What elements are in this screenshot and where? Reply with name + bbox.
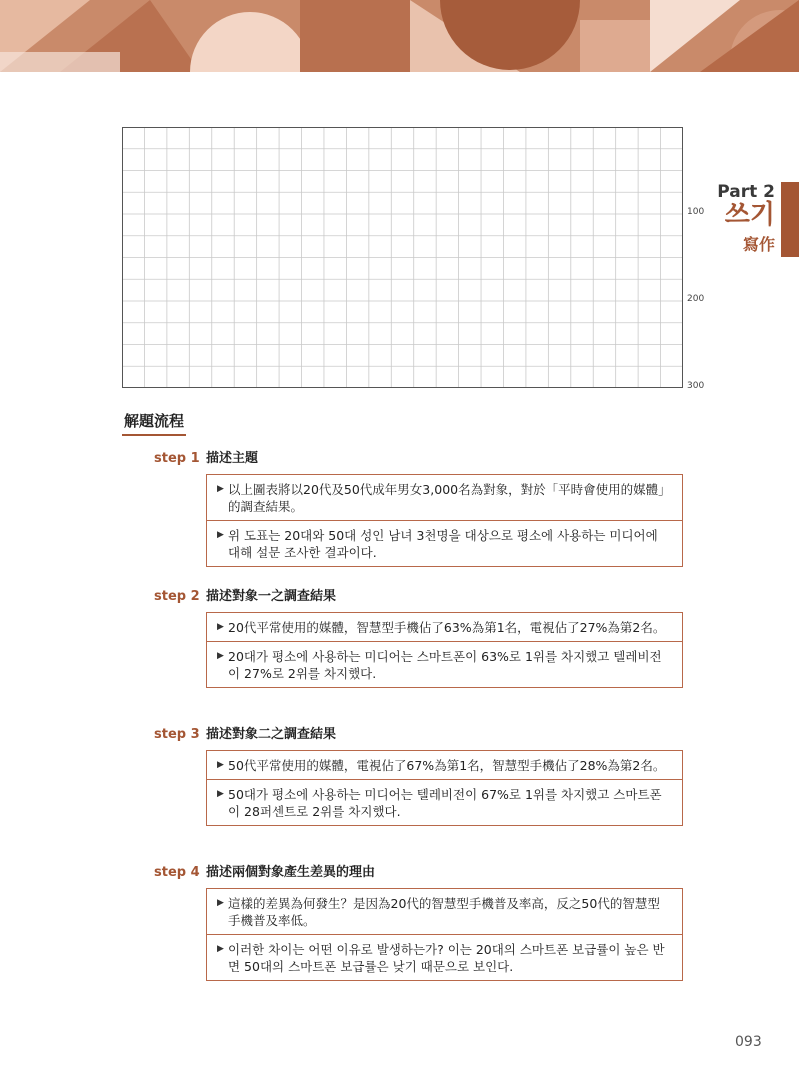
manuscript-grid — [122, 127, 683, 388]
step-1 — [154, 448, 694, 567]
step-item-text: 위 도표는 20대와 50대 성인 남녀 3천명을 대상으로 평소에 사용하는 미디어에 대해 설문 조사한 결과이다. — [228, 528, 658, 560]
writing-grid — [122, 127, 683, 388]
step-header — [154, 586, 694, 608]
step-item-korean — [207, 934, 682, 980]
part-korean-title: 쓰기 — [724, 200, 775, 230]
step-header — [154, 724, 694, 746]
step-2 — [154, 586, 694, 688]
step-content-box — [206, 612, 683, 688]
triangle-bullet-icon: ▶ — [217, 484, 224, 494]
step-content-box — [206, 888, 683, 981]
step-item-chinese — [207, 475, 682, 520]
grid-count-300: 300 — [687, 381, 705, 391]
grid-count-100: 100 — [687, 207, 705, 217]
page-number: 093 — [735, 1034, 762, 1050]
step-title: 描述兩個對象產生差異的理由 — [206, 865, 376, 880]
step-4 — [154, 862, 694, 981]
step-3 — [154, 724, 694, 826]
step-content-box — [206, 750, 683, 826]
step-label: step 2 — [154, 589, 200, 604]
step-label: step 3 — [154, 727, 200, 742]
part-chinese-title: 寫作 — [742, 235, 775, 254]
grid-count-200: 200 — [687, 294, 705, 304]
step-content-box — [206, 474, 683, 567]
step-label: step 1 — [154, 451, 200, 466]
step-item-text: 以上圖表將以20代及50代成年男女3,000名為對象，對於「平時會使用的媒體」的調查結果。 — [228, 482, 671, 514]
step-item-text: 20代平常使用的媒體，智慧型手機佔了63%為第1名，電視佔了27%為第2名。 — [228, 620, 666, 635]
triangle-bullet-icon: ▶ — [217, 898, 224, 908]
banner-pattern — [0, 0, 799, 72]
step-item-text: 50대가 평소에 사용하는 미디어는 텔레비전이 67%로 1위를 차지했고 스마트폰이 28퍼센트로 2위를 차지했다. — [228, 787, 662, 819]
step-title: 描述主題 — [206, 451, 259, 466]
step-item-korean — [207, 520, 682, 566]
part-label — [718, 182, 799, 257]
section-heading: 解題流程 — [122, 410, 186, 436]
step-item-text: 20대가 평소에 사용하는 미디어는 스마트폰이 63%로 1위를 차지했고 텔레비전이 27%로 2위를 차지했다. — [228, 649, 662, 681]
part-title: Part 2 — [717, 182, 775, 202]
step-title: 描述對象一之調查結果 — [206, 589, 337, 604]
step-item-korean — [207, 641, 682, 687]
triangle-bullet-icon: ▶ — [217, 944, 224, 954]
step-header — [154, 448, 694, 470]
part-accent-bar — [781, 182, 799, 257]
step-item-korean — [207, 779, 682, 825]
step-label: step 4 — [154, 865, 200, 880]
triangle-bullet-icon: ▶ — [217, 760, 224, 770]
triangle-bullet-icon: ▶ — [217, 789, 224, 799]
step-header — [154, 862, 694, 884]
triangle-bullet-icon: ▶ — [217, 530, 224, 540]
triangle-bullet-icon: ▶ — [217, 651, 224, 661]
header-banner — [0, 0, 799, 72]
step-item-chinese — [207, 889, 682, 934]
step-item-text: 이러한 차이는 어떤 이유로 발생하는가? 이는 20대의 스마트폰 보급률이 높은 반면 50대의 스마트폰 보급률은 낮기 때문으로 보인다. — [228, 942, 665, 974]
step-item-text: 50代平常使用的媒體，電視佔了67%為第1名，智慧型手機佔了28%為第2名。 — [228, 758, 666, 773]
triangle-bullet-icon: ▶ — [217, 622, 224, 632]
step-item-chinese — [207, 751, 682, 779]
step-title: 描述對象二之調查結果 — [206, 727, 337, 742]
step-item-text: 這樣的差異為何發生？是因為20代的智慧型手機普及率高，反之50代的智慧型手機普及率低。 — [228, 896, 660, 928]
step-item-chinese — [207, 613, 682, 641]
